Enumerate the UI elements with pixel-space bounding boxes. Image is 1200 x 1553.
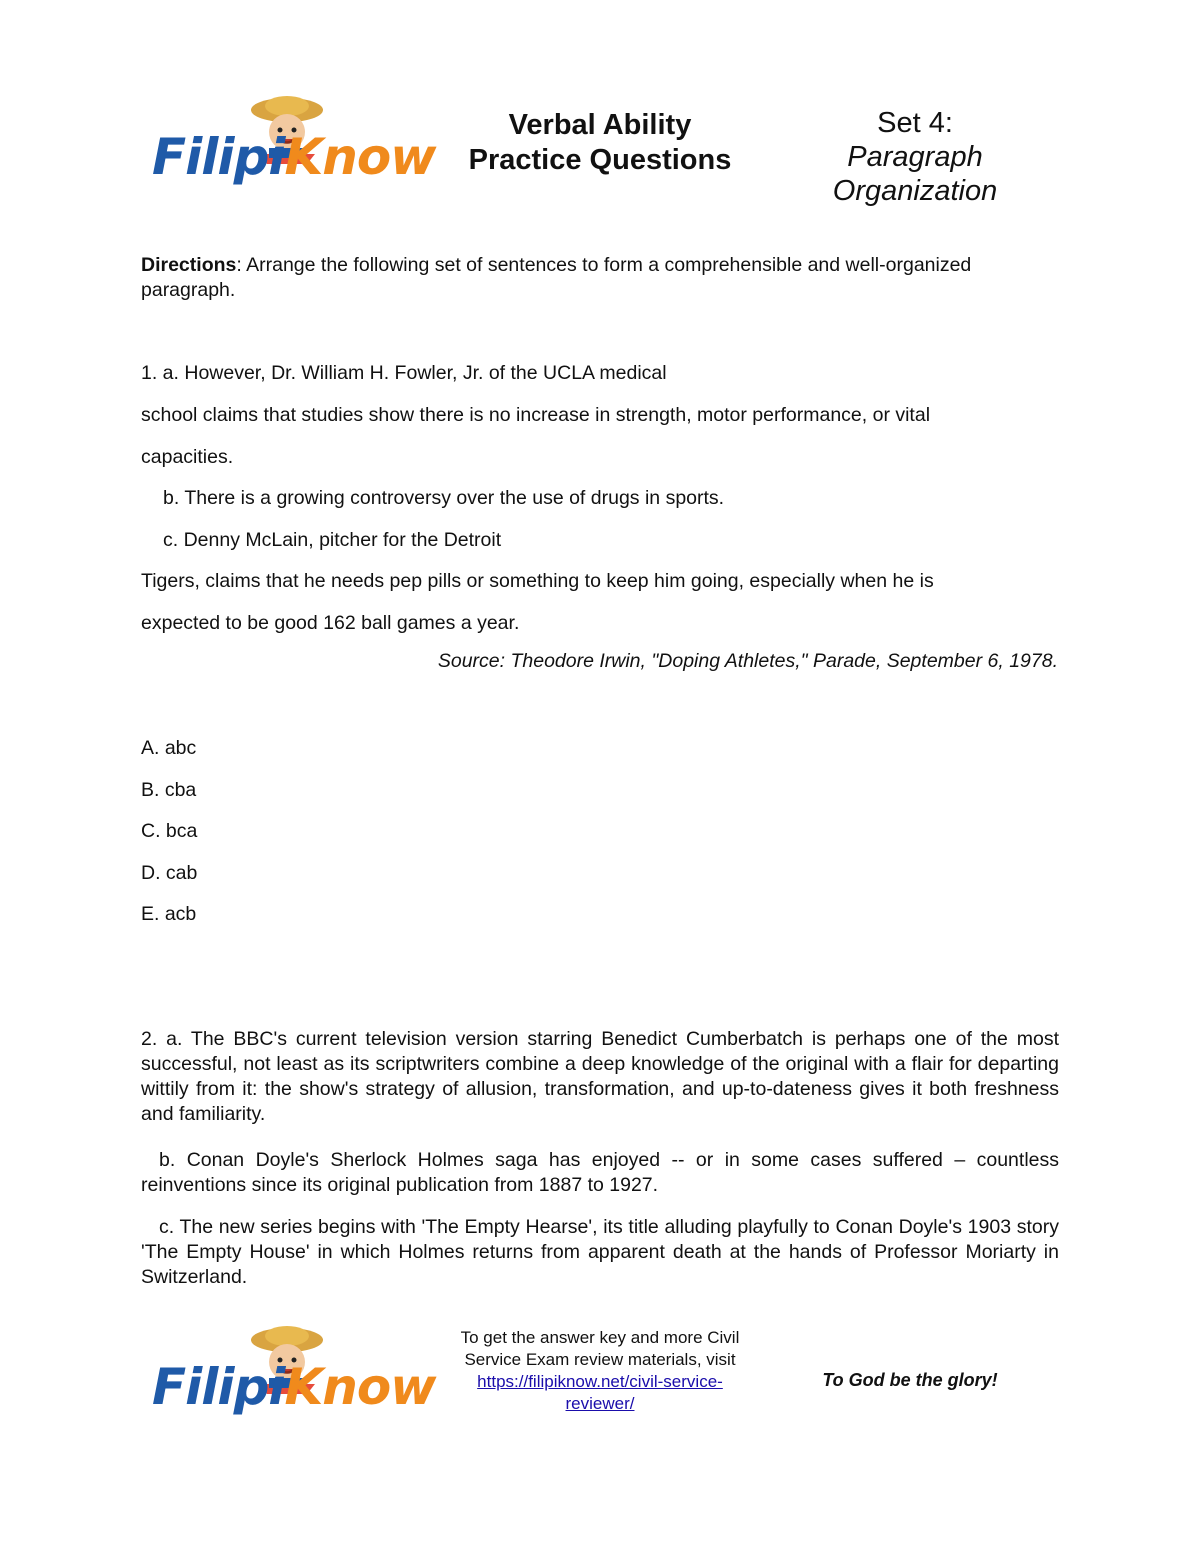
q1-line-c1: c. Denny McLain, pitcher for the Detroit [163,529,502,551]
q2-sentence-b: b. Conan Doyle's Sherlock Holmes saga has enjoyed -- or in some cases suffered – countless reinventions since its original publication from 1887 to 1927. [141,1149,1059,1196]
footer-note: To get the answer key and more Civil Service Exam review materials, visit https://filipiknow.net/civil-service-reviewer/ [460,1328,740,1413]
footer-logo [152,1322,436,1422]
closing-line: To God be the glory! [822,1370,998,1390]
q1-line-a1: 1. a. However, Dr. William H. Fowler, Jr. of the UCLA medical [141,362,667,384]
q1-line-c2: Tigers, claims that he needs pep pills or something to keep him going, especially when he is [141,570,934,592]
q1-line-b: b. There is a growing controversy over the use of drugs in sports. [163,487,725,509]
choice-d: D. cab [141,862,198,884]
q2-sentence-a: 2. a. The BBC's current television version starring Benedict Cumberbatch is perhaps one of the most successful, not least as its scriptwriters combine a deep knowledge of the original with a flair for departing wittily from it: the show's strategy of allusion, transformation, and up-to-dateness gives it both freshness and familiarity. [141,1028,1059,1125]
directions: Directions: Arrange the following set of sentences to form a comprehensible and well-organized paragraph. [141,254,972,301]
logo-wordmark: FilipiKnow [152,128,436,186]
choice-e: E. acb [141,903,197,925]
logo-wordmark: FilipiKnow [152,1358,436,1416]
choice-c: C. bca [141,820,198,842]
q1-line-c3: expected to be good 162 ball games a year. [141,612,520,634]
q1-line-a2: school claims that studies show there is no increase in strength, motor performance, or vital [141,404,931,426]
q1-line-a3: capacities. [141,446,234,468]
choice-a: A. abc [141,737,197,759]
choice-b: B. cba [141,779,197,801]
q1-source: Source: Theodore Irwin, "Doping Athletes," Parade, September 6, 1978. [437,650,1058,672]
filipiknow-logo [152,92,436,192]
q2-sentence-c: c. The new series begins with 'The Empty Hearse', its title alluding playfully to Conan Doyle's 1903 story 'The Empty House' in which Holmes returns from apparent death at the hands of Professor Moriarty in Switzerland. [141,1216,1059,1288]
set-info: Set 4: Paragraph Organization [832,107,998,207]
page-title: Verbal Ability Practice Questions [468,109,732,176]
reviewer-link[interactable]: https://filipiknow.net/civil-service-reviewer/ [477,1372,723,1413]
